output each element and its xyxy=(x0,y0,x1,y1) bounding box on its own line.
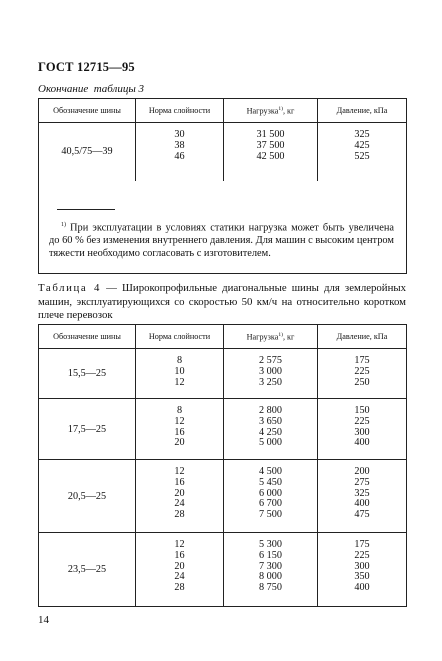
table4-caption-text: — Широкопрофильные диагональные шины для землеройных машин, эксплуатирующихся со скоростью 50 км/ч на относительно коротком плече перевозок xyxy=(38,282,406,322)
table-row xyxy=(39,349,407,399)
pressure-values xyxy=(318,123,407,181)
ply-value: 16 xyxy=(174,426,185,438)
pressure-value: 250 xyxy=(354,376,370,388)
ply-value: 8 xyxy=(176,355,183,366)
load-value: 42 500 xyxy=(256,150,285,162)
pressure-value: 300 xyxy=(354,560,370,572)
table3 xyxy=(38,98,407,274)
pressure-values xyxy=(318,460,407,533)
ply-value: 30 xyxy=(174,129,185,140)
load-value: 8 000 xyxy=(259,571,282,583)
ply-value: 24 xyxy=(174,498,185,510)
load-values xyxy=(224,533,318,607)
load-value: 5 300 xyxy=(259,539,282,550)
table-row xyxy=(39,123,407,181)
table3-col-load xyxy=(224,99,318,123)
load-values xyxy=(224,460,318,533)
pressure-value: 325 xyxy=(354,129,370,140)
ply-values xyxy=(136,460,224,533)
pressure-value: 175 xyxy=(354,539,370,550)
load-value: 5 000 xyxy=(259,437,282,449)
load-value: 37 500 xyxy=(256,139,285,151)
pressure-value: 150 xyxy=(354,405,370,416)
load-value: 31 500 xyxy=(256,129,285,140)
table3-col-load-unit: , кг xyxy=(282,106,295,116)
ply-value: 16 xyxy=(174,549,185,561)
load-value: 7 500 xyxy=(259,509,282,521)
pressure-value: 175 xyxy=(354,355,370,366)
pressure-value: 300 xyxy=(354,426,370,438)
ply-value: 20 xyxy=(174,487,185,499)
load-value: 7 300 xyxy=(259,560,282,572)
pressure-value: 400 xyxy=(354,582,370,594)
table4-caption-lead: Таблица 4 xyxy=(38,282,101,294)
table-row xyxy=(39,460,407,533)
table3-col-pressure: Давление, кПа xyxy=(318,99,407,123)
table3-footnote xyxy=(39,219,406,260)
tire-size: 40,5/75—39 xyxy=(39,123,136,181)
table4-col-size: Обозначение шины xyxy=(39,325,136,349)
ply-value: 16 xyxy=(174,476,185,488)
ply-value: 12 xyxy=(174,539,185,550)
tire-size: 23,5—25 xyxy=(39,533,136,607)
pressure-values xyxy=(318,349,407,399)
ply-value: 38 xyxy=(174,139,185,151)
table4-caption xyxy=(38,282,406,323)
ply-value: 28 xyxy=(174,509,185,521)
ply-value: 20 xyxy=(174,560,185,572)
load-value: 3 650 xyxy=(259,415,282,427)
footnote-mark: 1) xyxy=(61,221,66,228)
ply-value: 12 xyxy=(174,466,185,477)
pressure-value: 525 xyxy=(354,150,370,162)
pressure-value: 475 xyxy=(354,509,370,521)
document-header: ГОСТ 12715—95 xyxy=(38,60,135,74)
tire-size: 17,5—25 xyxy=(39,399,136,460)
ply-value: 46 xyxy=(174,150,185,162)
table3-col-ply: Норма слойности xyxy=(136,99,224,123)
table4-col-load-label: Нагрузка xyxy=(246,332,279,342)
page-number: 14 xyxy=(38,614,49,626)
table3-footnote-row xyxy=(39,181,407,274)
load-value: 3 000 xyxy=(259,365,282,377)
table4-col-load xyxy=(224,325,318,349)
pressure-value: 325 xyxy=(354,487,370,499)
pressure-value: 200 xyxy=(354,466,370,477)
ply-values xyxy=(136,533,224,607)
pressure-values xyxy=(318,399,407,460)
ply-value: 24 xyxy=(174,571,185,583)
load-value: 3 250 xyxy=(259,376,282,388)
table4-header-row xyxy=(39,325,407,349)
pressure-value: 350 xyxy=(354,571,370,583)
load-values xyxy=(224,123,318,181)
load-value: 2 800 xyxy=(259,405,282,416)
table3-footnote-cell xyxy=(39,181,407,274)
pressure-value: 225 xyxy=(354,549,370,561)
table4 xyxy=(38,324,407,607)
table3-col-load-label: Нагрузка xyxy=(246,106,279,116)
ply-value: 12 xyxy=(174,415,185,427)
load-values xyxy=(224,349,318,399)
ply-value: 12 xyxy=(174,376,185,388)
table3-col-size: Обозначение шины xyxy=(39,99,136,123)
pressure-value: 275 xyxy=(354,476,370,488)
table3-caption-prefix: Окончание xyxy=(38,83,89,95)
table4-col-ply: Норма слойности xyxy=(136,325,224,349)
load-value: 6 700 xyxy=(259,498,282,510)
table3-caption-label: таблицы 3 xyxy=(93,83,145,95)
load-value: 6 150 xyxy=(259,549,282,561)
load-value: 8 750 xyxy=(259,582,282,594)
load-value: 5 450 xyxy=(259,476,282,488)
load-values xyxy=(224,399,318,460)
table-row xyxy=(39,399,407,460)
tire-size: 20,5—25 xyxy=(39,460,136,533)
load-value: 6 000 xyxy=(259,487,282,499)
pressure-value: 225 xyxy=(354,365,370,377)
pressure-value: 425 xyxy=(354,139,370,151)
table3-col-load-footnote-mark: 1) xyxy=(278,105,283,112)
table-row xyxy=(39,533,407,607)
table3-header-row xyxy=(39,99,407,123)
footnote-rule xyxy=(57,209,115,210)
pressure-value: 400 xyxy=(354,437,370,449)
load-value: 4 500 xyxy=(259,466,282,477)
ply-value: 28 xyxy=(174,582,185,594)
ply-value: 20 xyxy=(174,437,185,449)
table4-col-load-footnote-mark: 1) xyxy=(278,331,283,338)
ply-value: 10 xyxy=(174,365,185,377)
pressure-value: 400 xyxy=(354,498,370,510)
tire-size: 15,5—25 xyxy=(39,349,136,399)
table4-col-pressure: Давление, кПа xyxy=(318,325,407,349)
load-value: 2 575 xyxy=(259,355,282,366)
pressure-values xyxy=(318,533,407,607)
ply-value: 8 xyxy=(176,405,183,416)
table3-caption xyxy=(38,83,144,95)
pressure-value: 225 xyxy=(354,415,370,427)
ply-values xyxy=(136,349,224,399)
footnote-text: При эксплуатации в условиях статики нагрузка может быть увеличена до 60 % без изменения внутреннего давления. Для машин с высоким центром тяжести необходимо согласовать с изготовителем. xyxy=(49,221,394,259)
table4-col-load-unit: , кг xyxy=(282,332,295,342)
ply-values xyxy=(136,399,224,460)
ply-values xyxy=(136,123,224,181)
load-value: 4 250 xyxy=(259,426,282,438)
